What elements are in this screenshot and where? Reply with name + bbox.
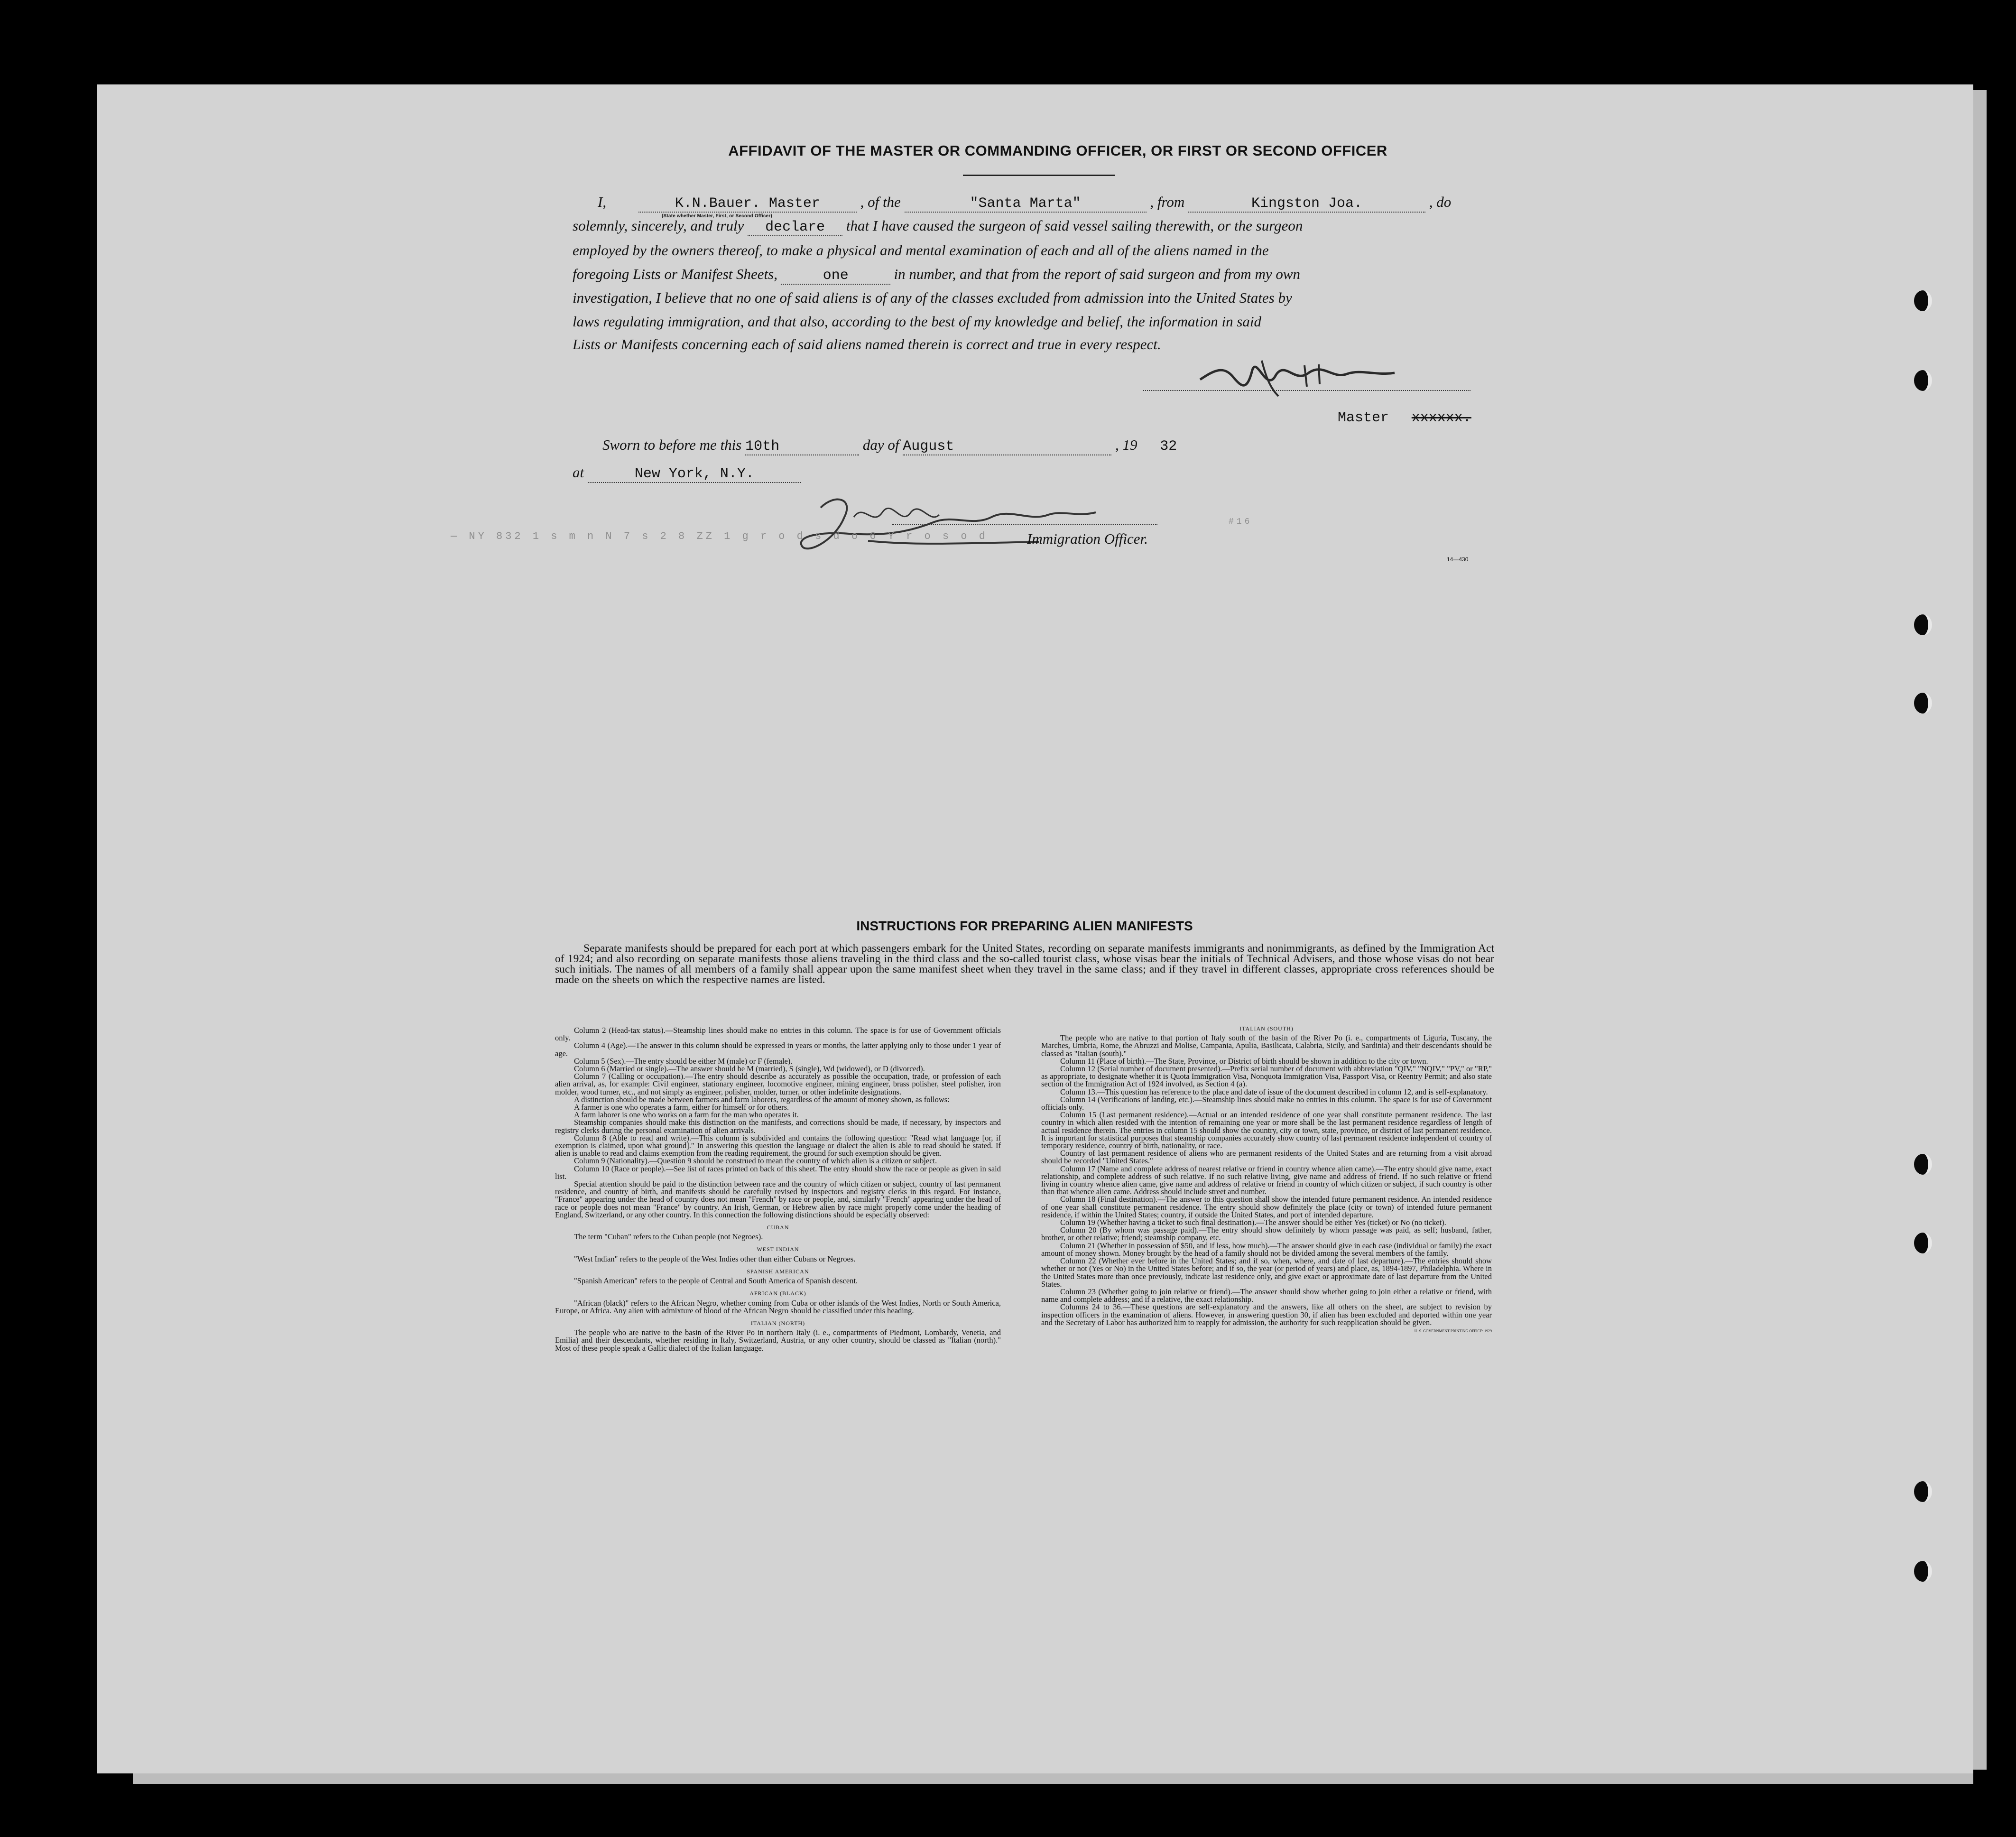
- binder-hole: [1914, 1481, 1932, 1502]
- heading-cuban: CUBAN: [767, 1224, 789, 1231]
- instruction-paragraph: "African (black)" refers to the African Negro, whether coming from Cuba or other islands of the West Indies, North or South America, Europe, or Africa. Any alien with admixture of blood of the African Negro should be classified under this heading.: [555, 1298, 1001, 1315]
- instruction-paragraph: Special attention should be paid to the distinction between race and the country of which citizen or subject, country of last permanent residence, and country of birth, and manifests should be carefully revised by inspectors and registry clerks in this regard. For instance, "France" appearing under the head of country does not mean "French" by race or people, and, similarly "French" appearing under the head of race or people does not mean "France" by country. An Irish, German, or Hebrew alien by race might properly come under the heading of England, Switzerland, or any other country. In this connection the following distinctions should be especially observed:: [555, 1179, 1001, 1219]
- instruction-paragraph: Column 18 (Final destination).—The answer to this question shall show the intended future permanent residence. An intended residence of one year shall constitute permanent residence. The entry should show definitely the place (city or town) of intended future permanent residence, if within the United States; country, if outside the United States, and port of intended departure.: [1041, 1195, 1492, 1219]
- instruction-paragraph: Column 5 (Sex).—The entry should be either M (male) or F (female).: [574, 1056, 793, 1066]
- instruction-paragraph: Column 13.—This question has reference to the place and date of issue of the document described in column 12, and is self-explanatory.: [1060, 1087, 1488, 1096]
- page-edge-right: [1973, 90, 1987, 1770]
- affidavit-text-6: Lists or Manifests concerning each of said aliens named therein is correct and true in every respect.: [573, 336, 1161, 353]
- instruction-paragraph: A farm laborer is one who works on a farm for the man who operates it.: [574, 1110, 799, 1120]
- word-i: I,: [598, 194, 607, 210]
- affidavit-line-6: [573, 313, 1261, 330]
- year-field: 32: [1160, 438, 1177, 455]
- instruction-paragraph: Column 8 (Able to read and write).—This column is subdivided and contains the following question: "Read what language [or, if exemption is claimed, upon what ground]." In answering this question the language or dialect the alien is able to read should be stated. If alien is unable to read and claims exemption from the reading requirement, the ground for such exemption should be given.: [555, 1133, 1001, 1158]
- word-from: , from: [1150, 194, 1185, 210]
- instruction-paragraph: Column 14 (Verifications of landing, etc.).—Steamship lines should make no entries in this column. The space is for use of Government officials only.: [1041, 1095, 1492, 1112]
- instruction-paragraph: A distinction should be made between farmers and farm laborers, regardless of the amount of money shown, as follows:: [574, 1095, 950, 1104]
- binder-hole: [1914, 693, 1932, 714]
- month-field: August: [903, 438, 1111, 455]
- affidavit-text-4: investigation, I believe that no one of said aliens is of any of the classes excluded from admission into the United States by: [573, 289, 1292, 306]
- page-edge-bottom: [133, 1773, 1973, 1784]
- instruction-paragraph: Columns 24 to 36.—These questions are self-explanatory and the answers, like all others on the sheet, are subject to revision by inspection officers in the examination of aliens. However, in answering question 30, if alien has been excluded and deported within one year and the Secretary of Labor has authorized him to reapply for admission, the authority for such reapplication should be given.: [1041, 1302, 1492, 1327]
- struck-title: xxxxxx.: [1411, 410, 1471, 426]
- instruction-paragraph: The people who are native to the basin of the River Po in northern Italy (i. e., compartments of Piedmont, Lombardy, Venetia, and Emilia) and their descendants, whether residing in Italy, Switzerland, Austria, or any other country, should be classed as "Italian (north)." Most of these people speak a Gallic dialect of the Italian language.: [555, 1328, 1001, 1353]
- affidavit-title: AFFIDAVIT OF THE MASTER OR COMMANDING OFFICER, OR FIRST OR SECOND OFFICER: [728, 142, 1387, 159]
- instruction-paragraph: Column 17 (Name and complete address of nearest relative or friend in country whence alien came).—The entry should give name, exact relationship, and complete address of such relative. If no such relative living, give name and address of friend. If no such relative or friend living in country whence alien came, give name and address of relative or friend in country of which citizen or subject, if such country is other than that whence alien came. Address should include street and number.: [1041, 1164, 1492, 1197]
- word-solemnly: solemnly, sincerely, and truly: [573, 217, 744, 234]
- affidavit-text-2: employed by the owners thereof, to make a physical and mental examination of each and all of the aliens named in the: [573, 242, 1269, 259]
- word-at: at: [573, 464, 584, 481]
- instruction-paragraph: Column 9 (Nationality).—Question 9 should be construed to mean the country of which alien is a citizen or subject.: [574, 1156, 937, 1166]
- printer-imprint: U. S. GOVERNMENT PRINTING OFFICE: 1929: [1414, 1328, 1492, 1333]
- instruction-paragraph: Steamship companies should make this distinction on the manifests, and corrections should be made, if necessary, by inspectors and registry clerks during the personal examination of alien arrivals.: [555, 1118, 1001, 1135]
- immigration-officer-label: Immigration Officer.: [1027, 530, 1148, 547]
- binder-hole: [1914, 290, 1932, 311]
- instruction-paragraph: Column 7 (Calling or occupation).—The entry should describe as accurately as possible the occupation, trade, or profession of each alien arrival, as, for example: Civil engineer, stationary engineer, locomotive engineer, mining engineer, brass polisher, steel polisher, iron molder, wood turner, etc., and not simply as engineer, polisher, molder, turner, or other indefinite designations.: [555, 1072, 1001, 1096]
- instruction-paragraph: Column 10 (Race or people).—See list of races printed on back of this sheet. The entry should show the race or people as given in said list.: [555, 1164, 1001, 1181]
- sworn-line: [602, 436, 1177, 455]
- affidavit-line-1: [598, 194, 1451, 213]
- heading-italian-north: ITALIAN (NORTH): [750, 1319, 805, 1327]
- instruction-paragraph: Column 20 (By whom was passage paid).—The entry should show definitely by whom passage was paid, as self; husband, father, brother, or other relative; friend; steamship company, etc.: [1041, 1225, 1492, 1243]
- affidavit-text-5: laws regulating immigration, and that also, according to the best of my knowledge and belief, the information in said: [573, 313, 1262, 330]
- officer-rank-note: (State whether Master, First, or Second Officer): [662, 213, 772, 219]
- binder-hole: [1914, 1561, 1932, 1582]
- immigration-officer-signature: [792, 489, 1105, 565]
- instruction-paragraph: Column 23 (Whether going to join relative or friend).—The answer should show whether going to join either a relative or friend, with name and complete address; and if a relative, the exact relationship.: [1041, 1287, 1492, 1304]
- affidavit-line-7: [573, 336, 1161, 353]
- instruction-paragraph: A farmer is one who operates a farm, either for himself or for others.: [574, 1103, 789, 1112]
- instruction-paragraph: Column 11 (Place of birth).—The State, Province, or District of birth should be shown in addition to the city or town.: [1060, 1056, 1428, 1066]
- place-field: New York, N.Y.: [588, 466, 801, 483]
- heading-spanish-american: SPANISH AMERICAN: [747, 1268, 809, 1275]
- word-19: , 19: [1115, 436, 1137, 453]
- affidavit-text-1: that I have caused the surgeon of said vessel sailing therewith, or the surgeon: [846, 217, 1303, 234]
- instruction-paragraph: The people who are native to that portion of Italy south of the basin of the River Po (i. e., compartments of Liguria, Tuscany, the Marches, Umbria, Rome, the Abruzzi and Molise, Campania, Apulia, Basilicata, Calabria, Sicily, and Sardinia) and their descendants should be classed as "Italian (south).": [1041, 1033, 1492, 1058]
- master-label: Master: [1338, 410, 1389, 426]
- instruction-paragraph: "Spanish American" refers to the people of Central and South America of Spanish descent.: [574, 1276, 858, 1286]
- alien-count-field: one: [781, 268, 890, 285]
- instruction-paragraph: Column 19 (Whether having a ticket to such final destination).—The answer should be either Yes (ticket) or No (no ticket).: [1060, 1218, 1446, 1227]
- word-sworn: Sworn to before me this: [602, 436, 742, 453]
- affidavit-line-3: [573, 242, 1269, 259]
- title-divider: [963, 175, 1115, 176]
- binder-hole: [1914, 1154, 1932, 1175]
- instruction-paragraph: Country of last permanent residence of aliens who are permanent residents of the United States and are returning from a visit abroad should be recorded "United States.": [1041, 1149, 1492, 1166]
- binder-hole: [1914, 370, 1932, 391]
- heading-west-indian: WEST INDIAN: [757, 1246, 799, 1253]
- affidavit-text-3: in number, and that from the report of said surgeon and from my own: [894, 266, 1301, 282]
- master-signature-line: [1143, 390, 1470, 391]
- affidavit-line-5: [573, 289, 1292, 306]
- departure-port-field: Kingston Joa.: [1188, 195, 1425, 213]
- day-field: 10th: [745, 438, 859, 455]
- heading-african: AFRICAN (BLACK): [749, 1290, 806, 1297]
- binder-hole: [1914, 614, 1932, 635]
- word-foregoing: foregoing Lists or Manifest Sheets,: [573, 266, 777, 282]
- word-day-of: day of: [862, 436, 899, 453]
- instruction-paragraph: Column 22 (Whether ever before in the United States; and if so, when, where, and date of last departure).—The entries should show whether or not (Yes or No) in the United States before; and if so, the year (or period of years) and place, as, 1894-1897, Philadelphia. Where in the United States more than once previously, indicate last residence only, and give exact or approximate date of last departure from the United States.: [1041, 1256, 1492, 1289]
- bleed-through-text: — NY 832 1 s m n N 7 s 2 8 ZZ 1 g r o d s d o 6 Y r o s o d: [451, 530, 988, 542]
- instruction-paragraph: The term "Cuban" refers to the Cuban people (not Negroes).: [574, 1232, 763, 1242]
- instruction-paragraph: Column 21 (Whether in possession of $50, and if less, how much).—The answer should give in each case (individual or family) the exact amount of money shown. Money brought by the head of a family should not be divided among the several members of the family.: [1041, 1241, 1492, 1258]
- instruction-paragraph: Column 15 (Last permanent residence).—Actual or an intended residence of one year shall constitute permanent residence. The last country in which alien resided with the intention of remaining one year or more shall be the last permanent residence regardless of length of actual residence therein. The entries in column 15 should show the country, city or town, state, province, or district of last permanent residence. It is important for statistical purposes that steamship companies accurately show country of last permanent residence independent of country of temporary residence, country of birth, nationality, or race.: [1041, 1110, 1492, 1150]
- instructions-intro: Separate manifests should be prepared for each port at which passengers embark for the United States, recording on separate manifests immigrants and nonimmigrants, as defined by the Immigration Act of 1924; and also recording on separate manifests those aliens traveling in the third class and the so-called tourist class, whose visas bear the initials of Technical Advisers, and those whose visas do not bear such initials. The names of all members of a family shall appear upon the same manifest sheet when they travel in the same class; and if they travel in different classes, appropriate cross references should be made on the sheets on which the respective names are listed.: [555, 942, 1494, 986]
- instruction-paragraph: Column 6 (Married or single).—The answer should be M (married), S (single), Wd (widowed), or D (divorced).: [574, 1064, 925, 1074]
- word-of-the: , of the: [860, 194, 901, 210]
- instruction-paragraph: Column 4 (Age).—The answer in this column should be expressed in years or months, the latter applying only to those under 1 year of age.: [555, 1041, 1001, 1058]
- officer-name-field: K.N.Bauer. Master: [638, 195, 857, 213]
- affidavit-line-2: [573, 217, 1303, 236]
- master-signature: [1195, 351, 1414, 403]
- instruction-paragraph: Column 2 (Head-tax status).—Steamship lines should make no entries in this column. The space is for use of Government officials only.: [555, 1026, 1001, 1043]
- heading-italian-south: ITALIAN (SOUTH): [1239, 1025, 1294, 1032]
- vessel-name-field: "Santa Marta": [905, 195, 1147, 213]
- binder-hole: [1914, 1233, 1932, 1253]
- bleed-through-ref: #16: [1229, 517, 1253, 527]
- affidavit-line-4: [573, 266, 1300, 285]
- form-number: 14—430: [1447, 556, 1469, 563]
- master-title: [1338, 408, 1471, 426]
- officer-signature-line: [892, 524, 1157, 525]
- instruction-paragraph: "West Indian" refers to the people of the West Indies other than either Cubans or Negroes.: [574, 1254, 856, 1263]
- place-line: [573, 464, 801, 483]
- declare-field: declare: [748, 219, 842, 236]
- word-do: , do: [1429, 194, 1452, 210]
- instructions-right-column: [1041, 1025, 1492, 1335]
- instructions-title: INSTRUCTIONS FOR PREPARING ALIEN MANIFESTS: [856, 918, 1193, 933]
- instructions-left-column: [555, 1027, 1001, 1352]
- instruction-paragraph: Column 12 (Serial number of document presented).—Prefix serial number of document with abbreviation "QIV," "NQIV," "PV," or "RP," as appropriate, to designate whether it is Quota Immigration Visa, Nonquota Immigration Visa, Passport Visa, or Reentry Permit; and also state section of the Immigration Act of 1924 involved, as Section 4 (a).: [1041, 1064, 1492, 1089]
